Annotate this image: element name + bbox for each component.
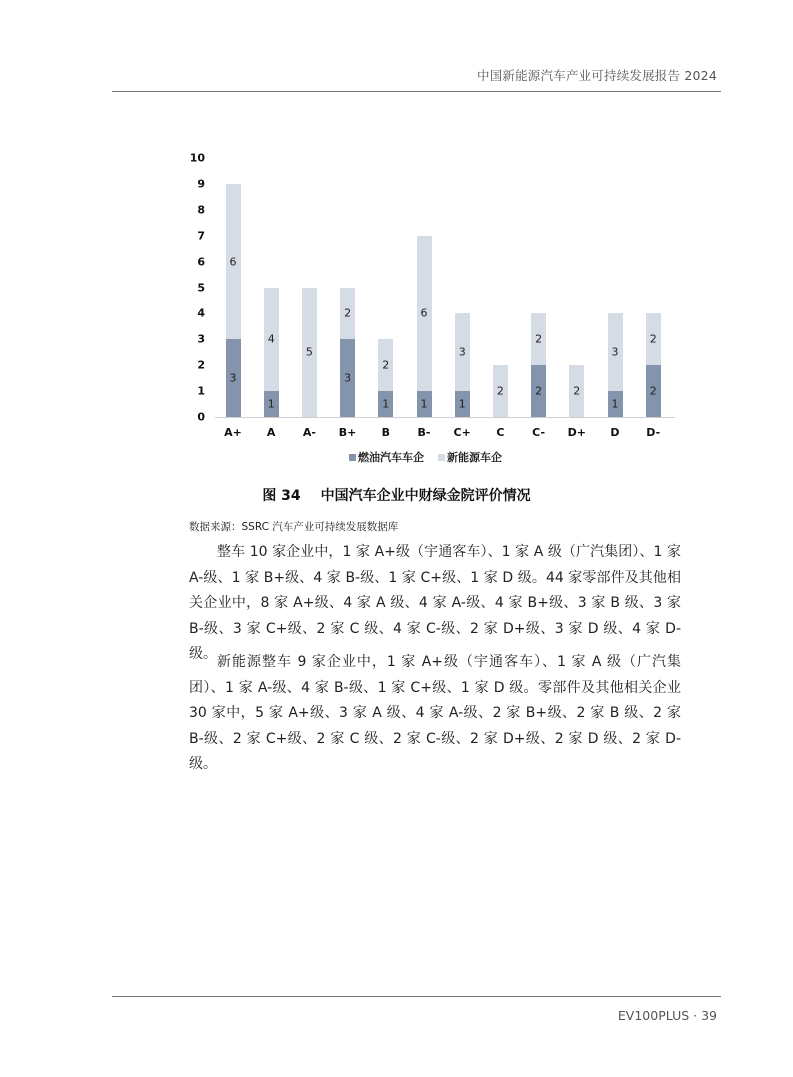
data-label: 2	[535, 332, 543, 346]
data-label: 2	[573, 384, 581, 398]
page-header-title: 中国新能源汽车产业可持续发展报告 2024	[477, 68, 717, 83]
data-label: 4	[267, 332, 275, 346]
data-label: 2	[496, 384, 504, 398]
y-axis-tick: 10	[189, 151, 205, 165]
x-axis-line	[215, 417, 675, 418]
x-axis-tick: A+	[224, 426, 242, 439]
data-label: 2	[649, 384, 657, 398]
y-axis-tick: 0	[197, 410, 205, 424]
data-label: 1	[420, 397, 428, 411]
data-label: 3	[458, 345, 466, 359]
y-axis-tick: 5	[197, 281, 205, 294]
data-label: 2	[344, 306, 352, 320]
data-label: 1	[267, 397, 275, 411]
data-label: 2	[382, 358, 390, 372]
data-label: 2	[535, 384, 543, 398]
x-axis-tick: D	[610, 426, 620, 439]
legend-item-fuel	[349, 449, 424, 465]
y-axis-tick: 3	[197, 332, 205, 346]
legend-swatch-nev	[438, 454, 445, 461]
y-axis-tick: 1	[197, 384, 205, 398]
x-axis-tick: B	[381, 426, 390, 439]
y-axis-tick: 7	[197, 229, 205, 243]
x-axis-tick: A-	[302, 426, 316, 439]
stacked-bar-chart	[0, 0, 793, 470]
data-label: 2	[649, 332, 657, 346]
data-label: 5	[305, 345, 313, 359]
x-axis-tick: C+	[453, 426, 471, 439]
figure-caption-text: 中国汽车企业中财绿金院评价情况	[320, 488, 531, 504]
data-label: 3	[344, 371, 352, 385]
data-label: 6	[229, 255, 237, 269]
data-label: 3	[611, 345, 619, 359]
data-source: 数据来源：SSRC 汽车产业可持续发展数据库	[189, 521, 399, 533]
data-label: 1	[611, 397, 619, 411]
legend-swatch-fuel	[349, 454, 356, 461]
legend-label-fuel: 燃油汽车车企	[358, 451, 424, 464]
figure-number: 图 34	[262, 488, 301, 504]
y-axis-tick: 6	[197, 255, 205, 269]
chart-legend	[349, 449, 502, 465]
y-axis-tick: 9	[197, 177, 205, 191]
data-label: 1	[382, 397, 390, 411]
y-axis-tick: 2	[197, 358, 205, 372]
x-axis-tick: B-	[417, 426, 431, 439]
x-axis-tick: D+	[567, 426, 586, 439]
data-label: 3	[229, 371, 237, 385]
data-label: 6	[420, 306, 428, 320]
x-axis-tick: C-	[532, 426, 546, 439]
x-axis-tick: A	[266, 426, 276, 439]
legend-item-nev	[438, 449, 502, 465]
y-axis-tick: 8	[197, 203, 205, 217]
x-axis-tick: D-	[646, 426, 661, 439]
footer-divider	[112, 996, 721, 997]
body-paragraph-1: 整车 10 家企业中，1 家 A+级（宇通客车）、1 家 A 级（广汽集团）、1 家 A-级、1 家 B+级、4 家 B-级、1 家 C+级、1 家 D 级。44 家零部件及其他相关企业中，8 家 A+级、4 家 A 级、4 家 A-级、4 家 B+级、3 家 B 级、3 家 B-级、3 家 C+级、2 家 C 级、4 家 C-级、2 家 D+级、3 家 D 级、4 家 D-级。	[189, 544, 681, 662]
body-paragraph-2: 新能源整车 9 家企业中，1 家 A+级（宇通客车）、1 家 A 级（广汽集团）、1 家 A-级、4 家 B-级、1 家 C+级、1 家 D 级。零部件及其他相关企业 30 家中，5 家 A+级、3 家 A 级、4 家 A-级、2 家 B+级、2 家 B 级、2 家 B-级、2 家 C+级、2 家 C 级、2 家 C-级、2 家 D+级、2 家 D 级、2 家 D-级。	[189, 654, 681, 772]
x-axis-tick: C	[496, 426, 505, 439]
y-axis-tick: 4	[197, 306, 205, 320]
legend-label-nev: 新能源车企	[447, 451, 502, 464]
figure-caption	[0, 485, 793, 505]
x-axis-tick: B+	[338, 426, 357, 439]
data-label: 1	[458, 397, 466, 411]
page-footer: EV100PLUS · 39	[617, 1008, 717, 1023]
